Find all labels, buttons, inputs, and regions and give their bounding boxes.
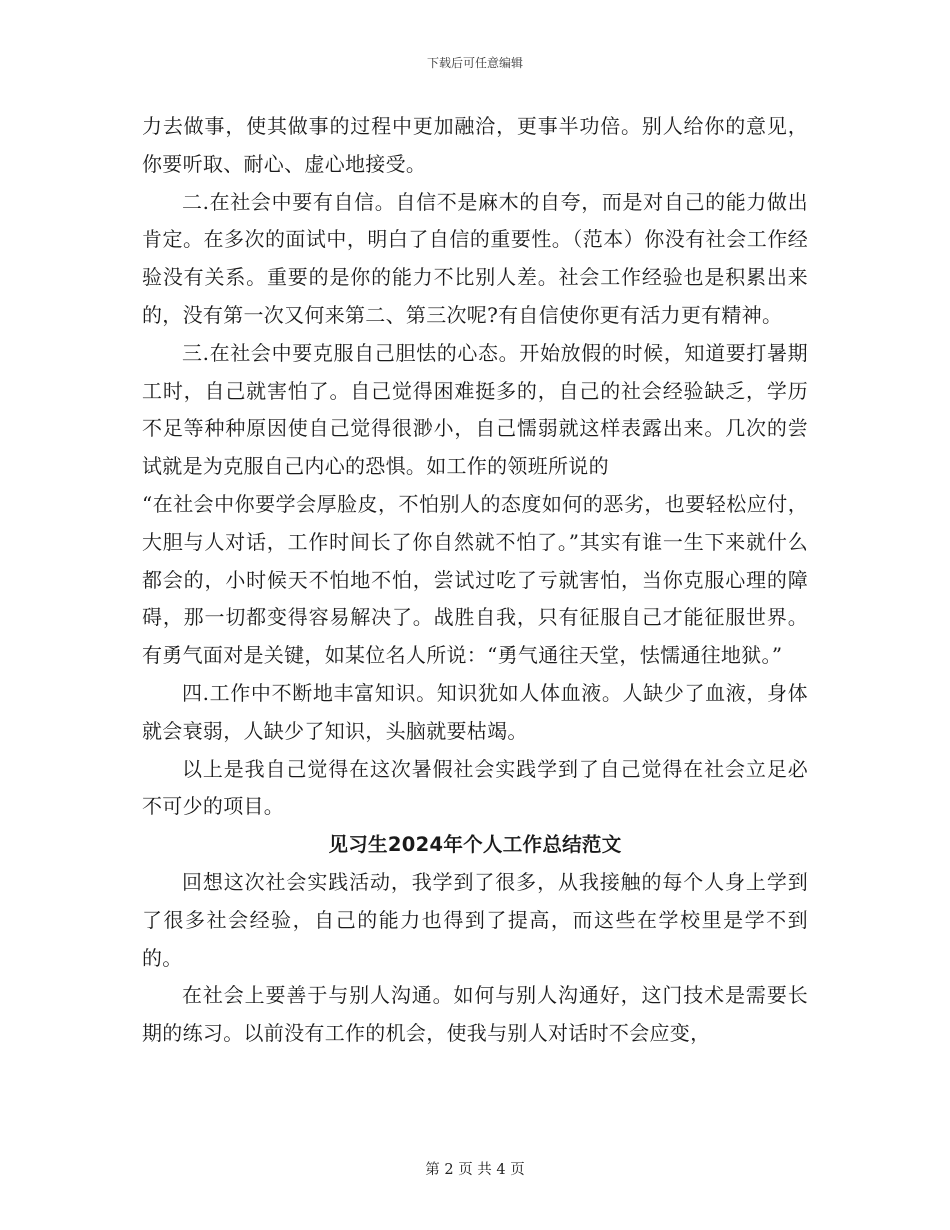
page-header: 下载后可任意编辑 (426, 56, 523, 70)
paragraph-point-three: 三.在社会中要克服自己胆怯的心态。开始放假的时候，知道要打暑期工时，自己就害怕了。自己觉得困难挺多的，自己的社会经验缺乏，学历不足等种种原因使自己觉得很渺小，自己懦弱就这样表露出来。几次的尝试就是为克服自己内心的恐惧。如工作的领班所说的 (142, 340, 808, 479)
paragraph-quote: “在社会中你要学会厚脸皮，不怕别人的态度如何的恶劣，也要轻松应付，大胆与人对话，工作时间长了你自然就不怕了。”其实有谁一生下来就什么都会的，小时候天不怕地不怕，尝试过吃了亏就害怕，当你克服心理的障碍，那一切都变得容易解决了。战胜自我，只有征服自己才能征服世界。有勇气面对是关键，如某位名人所说：“勇气通往天堂，怯懦通往地狱。” (142, 491, 808, 668)
paragraph-recall: 回想这次社会实践活动，我学到了很多，从我接触的每个人身上学到了很多社会经验，自己的能力也得到了提高，而这些在学校里是学不到的。 (142, 869, 808, 970)
paragraph-point-two: 二.在社会中要有自信。自信不是麻木的自夸，而是对自己的能力做出肯定。在多次的面试中，明白了自信的重要性。（范本）你没有社会工作经验没有关系。重要的是你的能力不比别人差。社会工作经验也是积累出来的，没有第一次又何来第二、第三次呢?有自信使你更有活力更有精神。 (142, 189, 808, 327)
page-number: 第 2 页 共 4 页 (425, 1162, 525, 1178)
paragraph-continuation: 力去做事，使其做事的过程中更加融洽，更事半功倍。别人给你的意见，你要听取、耐心、虚心地接受。 (142, 114, 808, 176)
paragraph-conclusion: 以上是我自己觉得在这次暑假社会实践学到了自己觉得在社会立足必不可少的项目。 (142, 756, 808, 819)
paragraph-point-four: 四.工作中不断地丰富知识。知识犹如人体血液。人缺少了血液，身体就会衰弱，人缺少了知识，头脑就要枯竭。 (142, 680, 808, 743)
section-heading: 见习生2024年个人工作总结范文 (328, 833, 622, 857)
paragraph-communication: 在社会上要善于与别人沟通。如何与别人沟通好，这门技术是需要长期的练习。以前没有工作的机会，使我与别人对话时不会应变， (142, 983, 808, 1046)
document-body (142, 108, 808, 1053)
